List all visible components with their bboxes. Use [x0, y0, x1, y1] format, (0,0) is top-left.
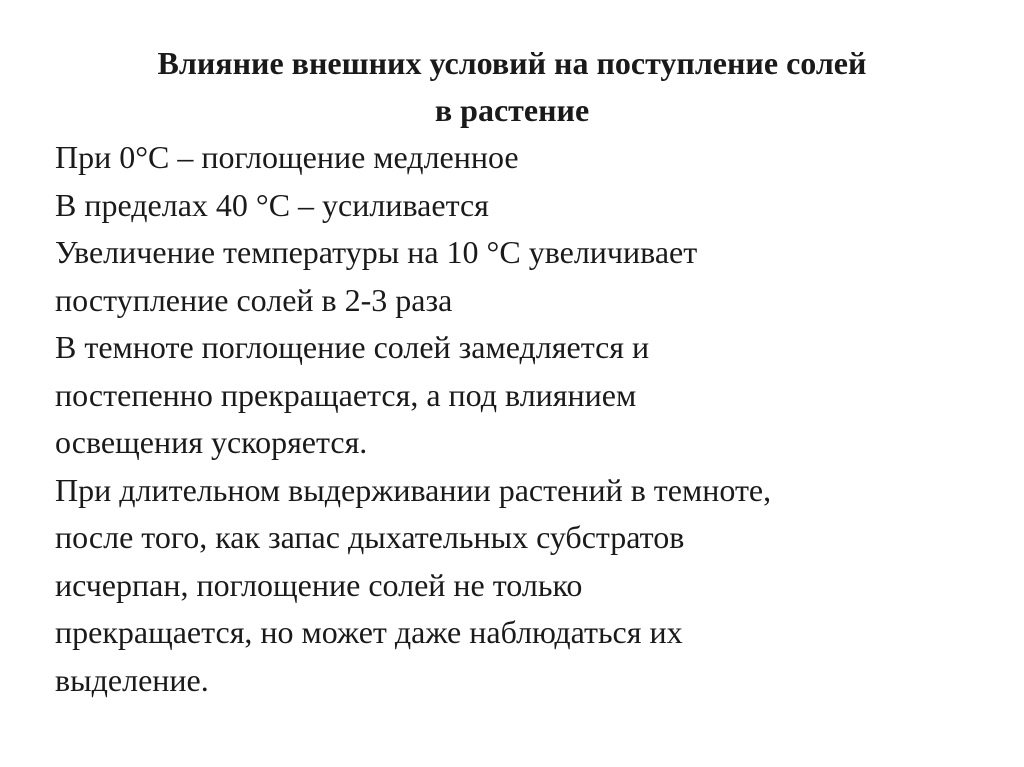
- body-line-7: освещения ускоряется.: [55, 424, 368, 460]
- body-line-4: поступление солей в 2-3 раза: [55, 281, 453, 318]
- slide-body-text: [55, 134, 995, 704]
- body-line-9: после того, как запас дыхательных субстратов: [55, 519, 685, 555]
- title-line-1: Влияние внешних условий на поступление солей: [157, 45, 867, 81]
- title-line-2: в растение: [434, 92, 590, 128]
- body-line-12: выделение.: [55, 661, 209, 698]
- body-line-1: При 0°С – поглощение медленное: [55, 139, 519, 175]
- body-line-6: постепенно прекращается, а под влиянием: [55, 376, 637, 413]
- body-line-5: В темноте поглощение солей замедляется и: [55, 329, 650, 365]
- slide-title: [40, 40, 984, 134]
- body-line-8: При длительном выдерживании растений в темноте,: [55, 471, 772, 508]
- body-line-2: В пределах 40 °С – усиливается: [55, 186, 489, 223]
- body-line-10: исчерпан, поглощение солей не только: [55, 566, 583, 603]
- body-line-11: прекращается, но может даже наблюдаться их: [55, 614, 683, 650]
- body-line-3: Увеличение температуры на 10 °С увеличивает: [55, 234, 698, 270]
